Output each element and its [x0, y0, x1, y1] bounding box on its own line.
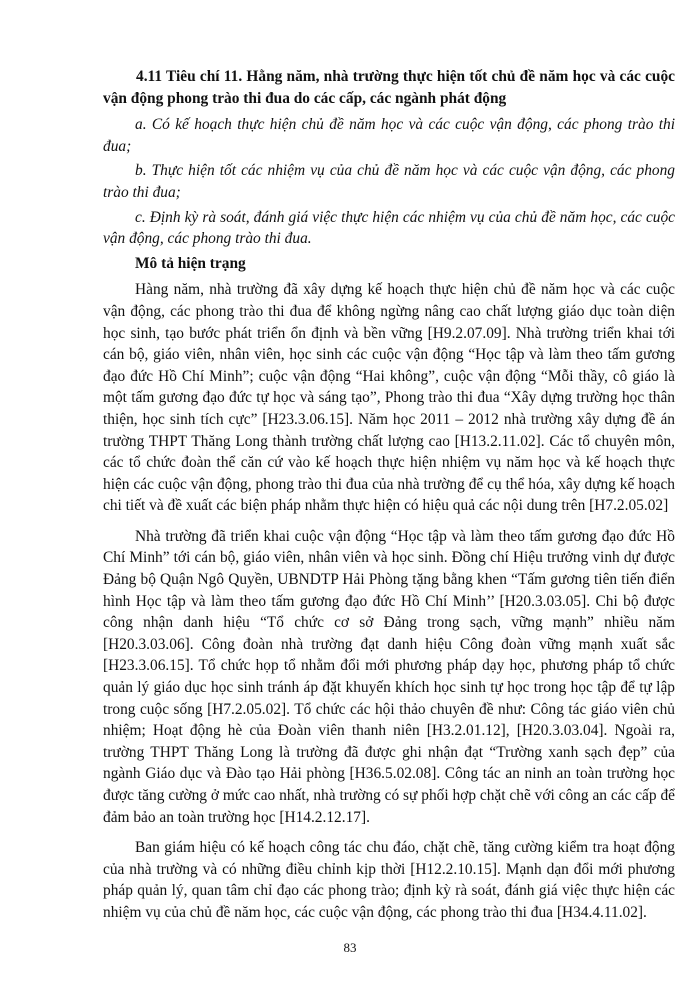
body-paragraph-1: Hàng năm, nhà trường đã xây dựng kế hoạch thực hiện chủ đề năm học và các cuộc vận động, các phong trào thi đua để không ngừng nâng cao chất lượng giáo dục toàn diện học sinh, tạo bước phát triển ổn định và bền vững [H9.2.07.09]. Nhà trường triển khai tới cán bộ, giáo viên, nhân viên, học sinh các cuộc vận động “Học tập và làm theo tấm gương đạo đức Hồ Chí Minh”; cuộc vận động “Hai không”, cuộc vận động “Mỗi thầy, cô giáo là một tấm gương đạo đức tự học và sáng tạo”, Phong trào thi đua “Xây dựng trường học thân thiện, học sinh tích cực” [H23.3.06.15]. Năm học 2011 – 2012 nhà trường xây dựng đề án trường THPT Thăng Long thành trường chất lượng cao [H13.2.11.02]. Các tổ chuyên môn, các tổ chức đoàn thể căn cứ vào kế hoạch thực hiện nhiệm vụ năm học và kế hoạch thực hiện các cuộc vận động, phong trào thi đua của nhà trường để cụ thể hóa, xây dựng kế hoạch chi tiết và đề xuất các biện pháp nhằm thực hiện có hiệu quả các nội dung trên [H7.2.05.02]	[103, 281, 675, 515]
section-title: Mô tả hiện trạng	[135, 254, 246, 272]
body-paragraph-2: Nhà trường đã triển khai cuộc vận động “Học tập và làm theo tấm gương đạo đức Hồ Chí Minh” tới cán bộ, giáo viên, nhân viên và học sinh. Đồng chí Hiệu trưởng vinh dự được Đảng bộ Quận Ngô Quyền, UBNDTP Hải Phòng tặng bằng khen “Tấm gương tiên tiến điển hình Học tập và làm theo tấm gương đạo đức Hồ Chí Minh’’ [H20.3.03.05]. Chi bộ được công nhận danh hiệu “Tổ chức cơ sở Đảng trong sạch, vững mạnh” nhiều năm [H20.3.03.06]. Công đoàn nhà trường đạt danh hiệu Công đoàn vững mạnh xuất sắc [H23.3.06.15]. Tổ chức họp tổ nhằm đổi mới phương pháp dạy học, phương pháp tổ chức quản lý giáo dục học sinh tránh áp đặt khuyến khích học sinh tự học trong học tập để tự lập trong cuộc sống [H7.2.05.02]. Tổ chức các hội thảo chuyên đề như: Công tác giáo viên chủ nhiệm; Hoạt động hè của Đoàn viên thanh niên [H3.2.01.12], [H20.3.03.04]. Ngoài ra, trường THPT Thăng Long là trường đã được ghi nhận đạt “Trường xanh sạch đẹp” của ngành Giáo dục và Đào tạo Hải phòng [H36.5.02.08]. Công tác an ninh an toàn trường học được tăng cường ở mức cao nhất, nhà trường có sự phối hợp chặt chẽ với công an các cấp để đảm bảo an toàn trường học [H14.2.12.17].	[103, 527, 675, 826]
criterion-item-c: c. Định kỳ rà soát, đánh giá việc thực hiện các nhiệm vụ của chủ đề năm học, các cuộc vận động, các phong trào thi đua.	[103, 208, 675, 248]
criterion-heading: 4.11 Tiêu chí 11. Hằng năm, nhà trường thực hiện tốt chủ đề năm học và các cuộc vận động phong trào thi đua do các cấp, các ngành phát động	[103, 68, 675, 107]
body-paragraph-3: Ban giám hiệu có kế hoạch công tác chu đáo, chặt chẽ, tăng cường kiểm tra hoạt động của nhà trường và có những điều chỉnh kịp thời [H12.2.10.15]. Mạnh dạn đổi mới phương pháp quản lý, quan tâm chỉ đạo các phong trào; định kỳ rà soát, đánh giá việc thực hiện các nhiệm vụ của chủ đề năm học, các cuộc vận động, các phong trào thi đua [H34.4.11.02].	[103, 839, 675, 921]
criterion-item-a: a. Có kế hoạch thực hiện chủ đề năm học và các cuộc vận động, các phong trào thi đua;	[103, 116, 675, 155]
criterion-item-b: b. Thực hiện tốt các nhiệm vụ của chủ đề năm học và các cuộc vận động, các phong trào thi đua;	[103, 162, 675, 201]
document-page	[103, 66, 675, 933]
page-number: 83	[343, 940, 357, 955]
